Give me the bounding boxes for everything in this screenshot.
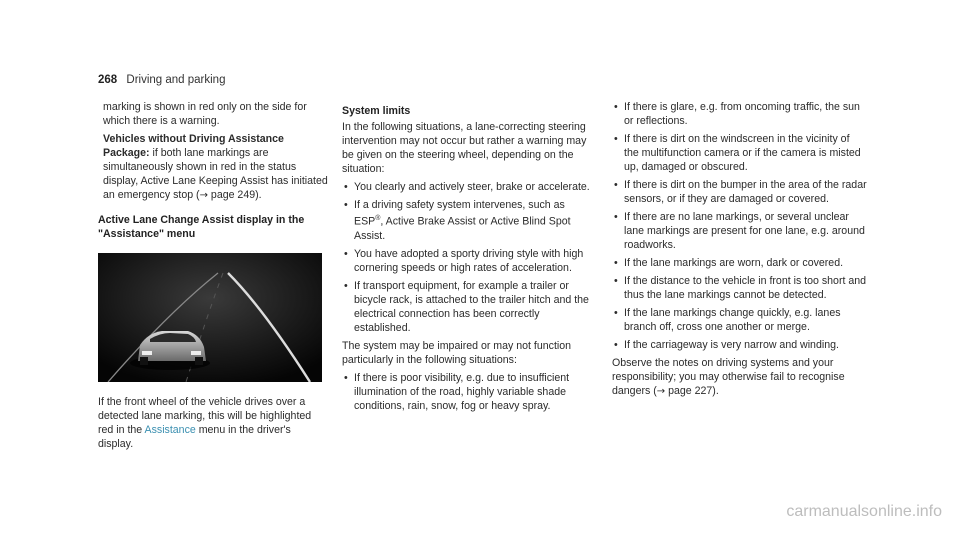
page-ref: page 227). bbox=[668, 385, 719, 397]
column-left bbox=[98, 100, 328, 455]
list-item: • If the carriageway is very narrow and winding. bbox=[612, 338, 867, 352]
list-item: • If there are no lane markings, or several unclear lane markings are present for one lane, e.g. around roadworks. bbox=[612, 210, 867, 252]
esp-text: If a driving safety system intervenes, such as ESP bbox=[354, 199, 565, 228]
list-item: • If there is poor visibility, e.g. due to insufficient illumination of the road, highly variable shade conditions, rain, snow, fog or heavy spray. bbox=[342, 371, 592, 413]
registered-mark: ® bbox=[375, 215, 381, 222]
list-item: • You have adopted a sporty driving style with high cornering speeds or high rates of acceleration. bbox=[342, 247, 592, 275]
vehicles-heading: Vehicles without Driving Assistance Package: bbox=[103, 133, 284, 159]
impaired-text: The system may be impaired or may not function particularly in the following situations: bbox=[342, 339, 572, 366]
page-header bbox=[98, 74, 225, 86]
list-item: • If the lane markings change quickly, e.g. lanes branch off, cross one another or merge. bbox=[612, 306, 867, 334]
car-illustration bbox=[98, 253, 322, 382]
column-middle bbox=[342, 104, 592, 417]
list-item: • If transport equipment, for example a trailer or bicycle rack, is attached to the trailer hitch and the electrical connection has been correctly established. bbox=[342, 279, 592, 335]
page-ref: page 249). bbox=[210, 189, 262, 201]
display-heading: Active Lane Change Assist display in the "Assistance" menu bbox=[98, 214, 305, 240]
vehicles-paragraph bbox=[98, 132, 328, 203]
arrow-right-icon: → bbox=[656, 386, 666, 397]
section-title: Driving and parking bbox=[126, 74, 226, 86]
car-road-image bbox=[98, 253, 322, 382]
caption-pre: If the front wheel of the vehicle drives over a detected lane marking, this will be highlighted red in the bbox=[98, 396, 312, 436]
system-limits-heading: System limits bbox=[342, 105, 411, 117]
vehicles-text: if both lane markings are simultaneously shown in red in the status display, Active Lane Keeping Assist has initiated an emergency stop ( bbox=[103, 147, 328, 201]
caption-post: menu in the driver's display. bbox=[98, 424, 291, 450]
list-item: • If there is dirt on the windscreen in the vicinity of the multifunction camera or if the camera is misted up, damaged or obscured. bbox=[612, 132, 867, 174]
list-item: • If there is dirt on the bumper in the area of the radar sensors, or if they are damaged or covered. bbox=[612, 178, 867, 206]
list-item: • If the distance to the vehicle in front is too short and thus the lane markings cannot be detected. bbox=[612, 274, 867, 302]
list-item bbox=[342, 198, 592, 243]
watermark: carmanualsonline.info bbox=[786, 503, 942, 520]
conditions-list bbox=[612, 100, 867, 352]
observe-paragraph bbox=[612, 356, 867, 399]
assistance-link[interactable]: Assistance bbox=[144, 424, 196, 436]
esp-rest: , Active Brake Assist or Active Blind Spot Assist. bbox=[354, 215, 571, 242]
arrow-right-icon: → bbox=[199, 190, 208, 201]
list-item: • If there is glare, e.g. from oncoming traffic, the sun or reflections. bbox=[612, 100, 867, 128]
list-item: • If the lane markings are worn, dark or covered. bbox=[612, 256, 867, 270]
limits-intro: In the following situations, a lane-correcting steering intervention may not occur but rather a warning may be given on the steering wheel, depending on the situation: bbox=[342, 121, 587, 175]
intro-text: marking is shown in red only on the side for which there is a warning. bbox=[103, 101, 307, 127]
list-item: • You clearly and actively steer, brake or accelerate. bbox=[342, 180, 592, 194]
caption-paragraph bbox=[98, 395, 328, 451]
column-right bbox=[612, 100, 867, 403]
impaired-list bbox=[342, 371, 592, 413]
limits-list bbox=[342, 180, 592, 335]
page-number: 268 bbox=[98, 74, 118, 86]
observe-text: Observe the notes on driving systems and your responsibility; you may otherwise fail to recognise dangers ( bbox=[612, 357, 845, 397]
